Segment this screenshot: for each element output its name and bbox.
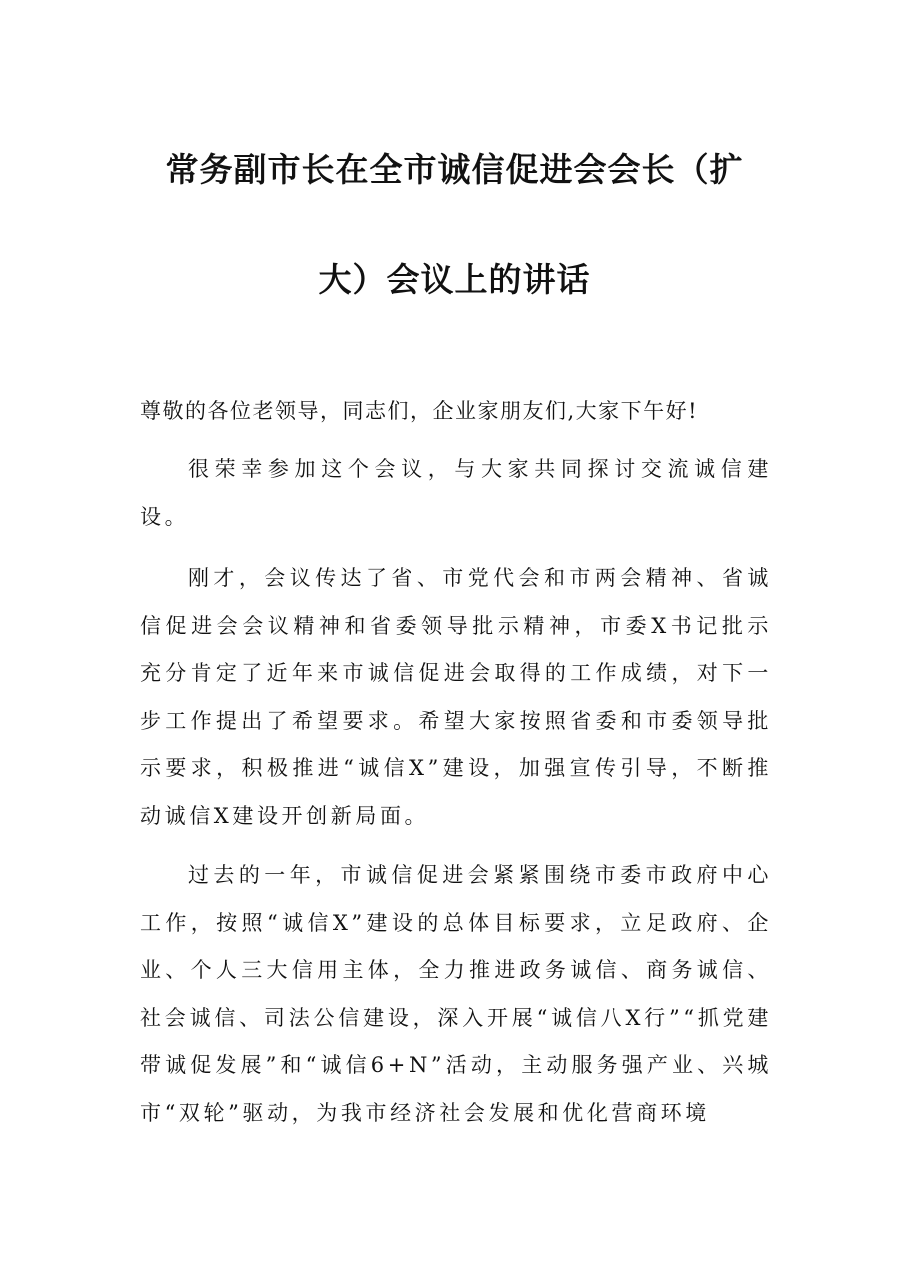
paragraph-2: 刚才，会议传达了省、市党代会和市两会精神、省诚信促进会会议精神和省委领导批示精神，市委X书记批示充分肯定了近年来市诚信促进会取得的工作成绩，对下一步工作提出了希望要求。希望大家按照省委和市委领导批示要求，积极推进“诚信X”建设，加强宣传引导，不断推动诚信X建设开创新局面。 (140, 566, 772, 828)
paragraph-1: 很荣幸参加这个会议，与大家共同探讨交流诚信建设。 (140, 457, 772, 529)
greeting-line: 尊敬的各位老领导，同志们，企业家朋友们,大家下午好! (140, 399, 699, 423)
document-title-line-1: 常务副市长在全市诚信促进会会长（扩 (165, 150, 744, 189)
document-title-line-2: 大）会议上的讲话 (318, 260, 591, 299)
paragraph-3: 过去的一年，市诚信促进会紧紧围绕市委市政府中心工作，按照“诚信X”建设的总体目标要求，立足政府、企业、个人三大信用主体，全力推进政务诚信、商务诚信、社会诚信、司法公信建设，深入开展“诚信八X行”“抓党建带诚促发展”和“诚信6+N”活动，主动服务强产业、兴城市“双轮”驱动，为我市经济社会发展和优化营商环境 (140, 863, 772, 1125)
